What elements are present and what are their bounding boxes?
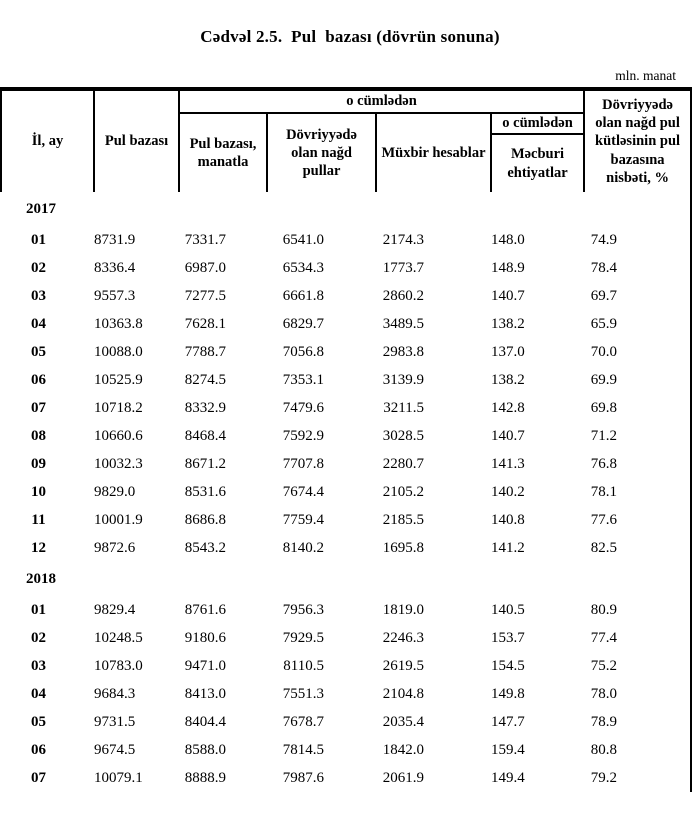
value-cell: 6829.7 xyxy=(282,315,324,332)
value-cell: 2280.7 xyxy=(382,455,424,472)
value-cell: 10079.1 xyxy=(94,769,143,786)
value-cell: 7056.8 xyxy=(282,343,324,360)
value-cell: 8761.6 xyxy=(184,601,226,618)
data-row xyxy=(1,226,691,254)
data-row xyxy=(1,736,691,764)
value-cell: 7551.3 xyxy=(282,685,324,702)
month-cell: 03 xyxy=(31,657,46,674)
value-cell: 8110.5 xyxy=(283,657,324,674)
month-cell: 06 xyxy=(31,741,46,758)
value-cell: 78.1 xyxy=(584,478,691,506)
year-row xyxy=(1,192,691,226)
month-cell: 05 xyxy=(31,343,46,360)
header-group-of-which: o cümlədən xyxy=(179,89,584,113)
data-row xyxy=(1,534,691,562)
value-cell: 149.4 xyxy=(491,769,525,786)
value-cell: 2174.3 xyxy=(382,231,424,248)
value-cell: 3028.5 xyxy=(382,427,424,444)
value-cell: 148.0 xyxy=(491,231,525,248)
value-cell: 10525.9 xyxy=(94,371,143,388)
value-cell: 9829.4 xyxy=(94,601,136,618)
value-cell: 9674.5 xyxy=(94,741,136,758)
data-row xyxy=(1,708,691,736)
month-cell: 02 xyxy=(31,259,46,276)
document-page xyxy=(0,27,700,792)
value-cell: 2104.8 xyxy=(382,685,424,702)
data-row xyxy=(1,596,691,624)
value-cell: 8671.2 xyxy=(184,455,226,472)
value-cell: 6534.3 xyxy=(282,259,324,276)
value-cell: 7707.8 xyxy=(282,455,324,472)
value-cell: 7678.7 xyxy=(282,713,324,730)
value-cell: 8531.6 xyxy=(184,483,226,500)
value-cell: 159.4 xyxy=(491,741,525,758)
value-cell: 76.8 xyxy=(584,450,691,478)
value-cell: 9557.3 xyxy=(94,287,136,304)
value-cell: 137.0 xyxy=(491,343,525,360)
value-cell: 141.2 xyxy=(491,539,525,556)
value-cell: 10363.8 xyxy=(94,315,143,332)
value-cell: 74.9 xyxy=(584,226,691,254)
month-cell: 07 xyxy=(31,769,46,786)
value-cell: 70.0 xyxy=(584,338,691,366)
value-cell: 2185.5 xyxy=(382,511,424,528)
month-cell: 02 xyxy=(31,629,46,646)
header-correspondent-accounts: Müxbir hesablar xyxy=(376,113,491,192)
value-cell: 77.4 xyxy=(584,624,691,652)
month-cell: 05 xyxy=(31,713,46,730)
value-cell: 140.8 xyxy=(491,511,525,528)
value-cell: 80.9 xyxy=(584,596,691,624)
value-cell: 141.3 xyxy=(491,455,525,472)
value-cell: 9872.6 xyxy=(94,539,136,556)
value-cell: 154.5 xyxy=(491,657,525,674)
value-cell: 69.7 xyxy=(584,282,691,310)
value-cell: 10001.9 xyxy=(94,511,143,528)
month-cell: 11 xyxy=(31,511,46,528)
value-cell: 2035.4 xyxy=(382,713,424,730)
table-title: Cədvəl 2.5. Pul bazası (dövrün sonuna) xyxy=(200,27,500,46)
value-cell: 8543.2 xyxy=(184,539,226,556)
data-row xyxy=(1,282,691,310)
value-cell: 1695.8 xyxy=(382,539,424,556)
month-cell: 04 xyxy=(31,315,46,332)
year-label: 2018 xyxy=(1,562,691,596)
data-row xyxy=(1,652,691,680)
header-cash-ratio: Dövriyyədə olan nağd pul kütləsinin pul bazasına nisbəti, % xyxy=(584,89,691,192)
value-cell: 138.2 xyxy=(491,315,525,332)
year-row xyxy=(1,562,691,596)
value-cell: 153.7 xyxy=(491,629,525,646)
value-cell: 77.6 xyxy=(584,506,691,534)
value-cell: 71.2 xyxy=(584,422,691,450)
value-cell: 75.2 xyxy=(584,652,691,680)
value-cell: 8468.4 xyxy=(184,427,226,444)
value-cell: 3139.9 xyxy=(382,371,424,388)
value-cell: 65.9 xyxy=(584,310,691,338)
month-cell: 03 xyxy=(31,287,46,304)
value-cell: 10783.0 xyxy=(94,657,143,674)
header-required-reserves: Məcburi ehtiyatlar xyxy=(491,134,584,192)
value-cell: 7759.4 xyxy=(282,511,324,528)
month-cell: 04 xyxy=(31,685,46,702)
value-cell: 3211.5 xyxy=(383,399,424,416)
value-cell: 8413.0 xyxy=(184,685,226,702)
month-cell: 01 xyxy=(31,231,46,248)
value-cell: 140.2 xyxy=(491,483,525,500)
value-cell: 148.9 xyxy=(491,259,525,276)
value-cell: 1819.0 xyxy=(382,601,424,618)
value-cell: 10032.3 xyxy=(94,455,143,472)
data-row xyxy=(1,764,691,792)
value-cell: 142.8 xyxy=(491,399,525,416)
value-cell: 7628.1 xyxy=(184,315,226,332)
value-cell: 6987.0 xyxy=(184,259,226,276)
value-cell: 10248.5 xyxy=(94,629,143,646)
value-cell: 3489.5 xyxy=(382,315,424,332)
data-row xyxy=(1,310,691,338)
value-cell: 7929.5 xyxy=(282,629,324,646)
value-cell: 149.8 xyxy=(491,685,525,702)
value-cell: 10660.6 xyxy=(94,427,143,444)
data-row xyxy=(1,254,691,282)
value-cell: 79.2 xyxy=(584,764,691,792)
data-row xyxy=(1,680,691,708)
header-sub-of-which: o cümlədən xyxy=(491,113,584,134)
value-cell: 9180.6 xyxy=(184,629,226,646)
value-cell: 8332.9 xyxy=(184,399,226,416)
value-cell: 7674.4 xyxy=(282,483,324,500)
value-cell: 80.8 xyxy=(584,736,691,764)
value-cell: 7956.3 xyxy=(282,601,324,618)
value-cell: 138.2 xyxy=(491,371,525,388)
value-cell: 8404.4 xyxy=(184,713,226,730)
header-money-base-manat: Pul bazası, manatla xyxy=(179,113,267,192)
value-cell: 147.7 xyxy=(491,713,525,730)
value-cell: 78.9 xyxy=(584,708,691,736)
value-cell: 7788.7 xyxy=(184,343,226,360)
value-cell: 140.7 xyxy=(491,287,525,304)
value-cell: 7331.7 xyxy=(184,231,226,248)
value-cell: 10718.2 xyxy=(94,399,143,416)
value-cell: 6661.8 xyxy=(282,287,324,304)
value-cell: 8140.2 xyxy=(282,539,324,556)
table-header xyxy=(1,89,691,192)
value-cell: 7277.5 xyxy=(184,287,226,304)
value-cell: 6541.0 xyxy=(282,231,324,248)
data-row xyxy=(1,422,691,450)
value-cell: 8888.9 xyxy=(184,769,226,786)
value-cell: 9471.0 xyxy=(184,657,226,674)
value-cell: 2983.8 xyxy=(382,343,424,360)
money-base-table xyxy=(0,87,692,792)
unit-label: mln. manat xyxy=(615,68,676,83)
value-cell: 7592.9 xyxy=(282,427,324,444)
value-cell: 82.5 xyxy=(584,534,691,562)
value-cell: 7814.5 xyxy=(282,741,324,758)
value-cell: 1842.0 xyxy=(382,741,424,758)
month-cell: 09 xyxy=(31,455,46,472)
month-cell: 06 xyxy=(31,371,46,388)
data-row xyxy=(1,366,691,394)
value-cell: 10088.0 xyxy=(94,343,143,360)
value-cell: 2619.5 xyxy=(382,657,424,674)
value-cell: 78.0 xyxy=(584,680,691,708)
value-cell: 7353.1 xyxy=(282,371,324,388)
value-cell: 8588.0 xyxy=(184,741,226,758)
value-cell: 8731.9 xyxy=(94,231,136,248)
value-cell: 7987.6 xyxy=(282,769,324,786)
month-cell: 07 xyxy=(31,399,46,416)
header-money-base: Pul bazası xyxy=(94,89,179,192)
month-cell: 12 xyxy=(31,539,46,556)
year-label: 2017 xyxy=(1,192,691,226)
value-cell: 69.9 xyxy=(584,366,691,394)
value-cell: 69.8 xyxy=(584,394,691,422)
value-cell: 1773.7 xyxy=(382,259,424,276)
header-cash-in-circulation: Dövriyyədə olan nağd pullar xyxy=(267,113,376,192)
value-cell: 140.5 xyxy=(491,601,525,618)
month-cell: 10 xyxy=(31,483,46,500)
value-cell: 9829.0 xyxy=(94,483,136,500)
data-row xyxy=(1,338,691,366)
value-cell: 78.4 xyxy=(584,254,691,282)
value-cell: 8686.8 xyxy=(184,511,226,528)
value-cell: 7479.6 xyxy=(282,399,324,416)
value-cell: 140.7 xyxy=(491,427,525,444)
value-cell: 2061.9 xyxy=(382,769,424,786)
value-cell: 2105.2 xyxy=(382,483,424,500)
month-cell: 01 xyxy=(31,601,46,618)
data-row xyxy=(1,394,691,422)
value-cell: 8336.4 xyxy=(94,259,136,276)
data-row xyxy=(1,450,691,478)
data-row xyxy=(1,478,691,506)
data-row xyxy=(1,624,691,652)
header-year-month: İl, ay xyxy=(1,89,94,192)
value-cell: 8274.5 xyxy=(184,371,226,388)
value-cell: 2860.2 xyxy=(382,287,424,304)
table-body xyxy=(1,192,691,792)
value-cell: 2246.3 xyxy=(382,629,424,646)
data-row xyxy=(1,506,691,534)
month-cell: 08 xyxy=(31,427,46,444)
value-cell: 9684.3 xyxy=(94,685,136,702)
value-cell: 9731.5 xyxy=(94,713,136,730)
